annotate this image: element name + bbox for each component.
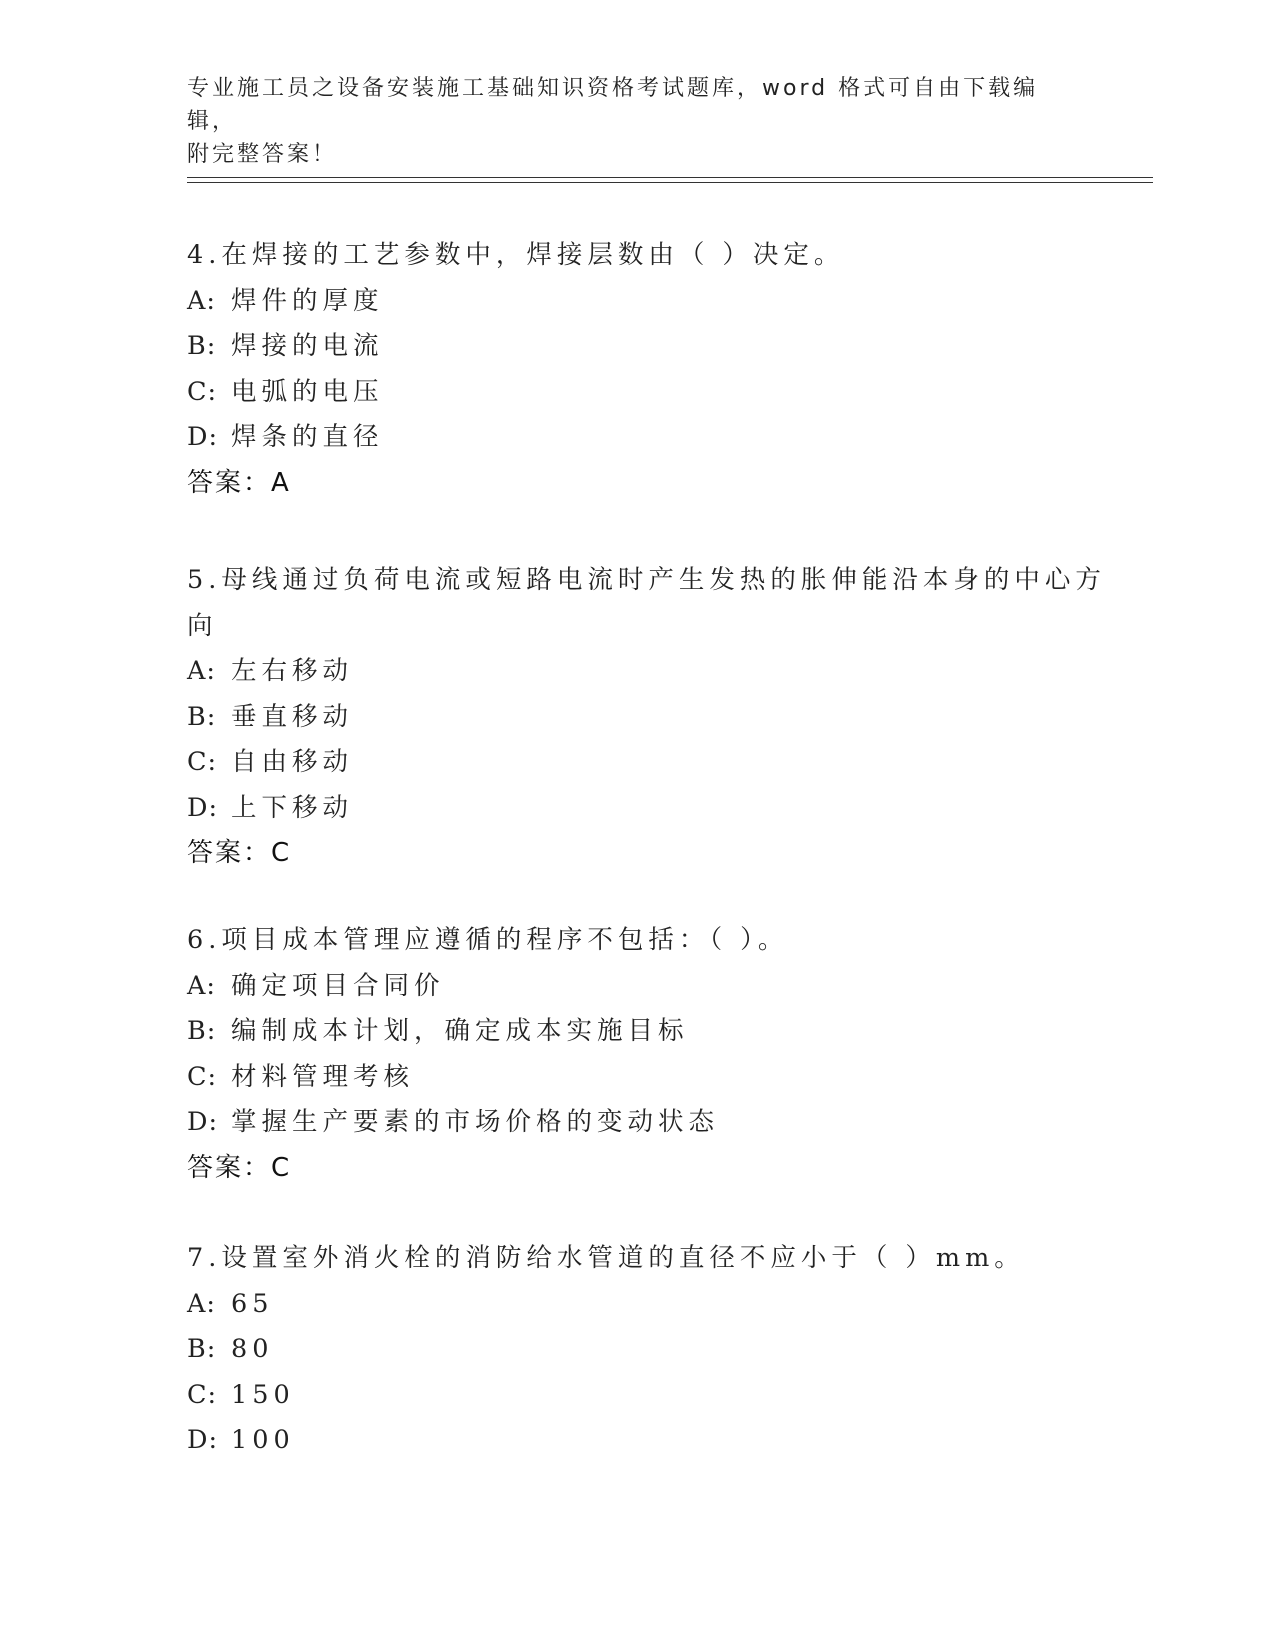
option-key: A: bbox=[187, 285, 217, 316]
option-c bbox=[187, 1055, 1087, 1101]
question-stem-line-1: 5.母线通过负荷电流或短路电流时产生发热的胀伸能沿本身的中心方 bbox=[187, 565, 1106, 595]
header-divider-top bbox=[187, 177, 1153, 178]
question-stem: 6.项目成本管理应遵循的程序不包括：（ ）。 bbox=[187, 925, 789, 955]
option-text: 左右移动 bbox=[231, 656, 354, 686]
option-key: B: bbox=[187, 701, 217, 732]
option-text: 焊接的电流 bbox=[231, 331, 384, 361]
option-b bbox=[187, 1327, 1087, 1373]
option-key: A: bbox=[187, 970, 217, 1001]
option-b bbox=[187, 695, 1087, 741]
option-key: C: bbox=[187, 376, 218, 407]
option-key: A: bbox=[187, 1288, 217, 1319]
option-a bbox=[187, 964, 1087, 1010]
option-key: D: bbox=[187, 1425, 219, 1455]
option-text: 垂直移动 bbox=[231, 701, 354, 732]
option-text: 确定项目合同价 bbox=[231, 970, 445, 1001]
option-text: 100 bbox=[231, 1425, 295, 1455]
option-b bbox=[187, 324, 1087, 370]
option-key: B: bbox=[187, 331, 217, 361]
question-stem: 4.在焊接的工艺参数中，焊接层数由（ ）决定。 bbox=[187, 240, 845, 270]
question-5 bbox=[187, 558, 1106, 877]
option-d bbox=[187, 786, 1087, 832]
option-key: C: bbox=[187, 1061, 218, 1092]
option-key: D: bbox=[187, 422, 219, 452]
header-divider-bottom bbox=[187, 182, 1153, 183]
header-line-1: 专业施工员之设备安装施工基础知识资格考试题库，word 格式可自由下载编辑， bbox=[187, 76, 1039, 134]
option-b bbox=[187, 1009, 1087, 1055]
header-line-2: 附完整答案！ bbox=[187, 142, 338, 167]
option-text: 65 bbox=[231, 1288, 274, 1319]
option-key: D: bbox=[187, 1107, 219, 1137]
option-c bbox=[187, 1373, 1087, 1419]
question-6 bbox=[187, 918, 1087, 1191]
option-text: 焊条的直径 bbox=[231, 422, 384, 452]
question-stem: 7.设置室外消火栓的消防给水管道的直径不应小于（ ）mm。 bbox=[187, 1243, 1025, 1273]
question-4 bbox=[187, 233, 1087, 506]
option-c bbox=[187, 370, 1087, 416]
option-text: 电弧的电压 bbox=[231, 376, 384, 407]
option-d bbox=[187, 1100, 1087, 1146]
option-key: D: bbox=[187, 792, 219, 823]
option-key: C: bbox=[187, 1379, 218, 1410]
option-key: A: bbox=[187, 656, 217, 686]
option-d bbox=[187, 1418, 1087, 1464]
option-key: B: bbox=[187, 1334, 217, 1364]
option-a bbox=[187, 1282, 1087, 1328]
answer-label: 答案：C bbox=[187, 1152, 292, 1183]
question-7 bbox=[187, 1236, 1087, 1464]
option-text: 80 bbox=[231, 1334, 274, 1364]
option-text: 材料管理考核 bbox=[231, 1061, 415, 1092]
document-header bbox=[187, 72, 1087, 171]
answer-label: 答案：C bbox=[187, 838, 292, 868]
answer-label: 答案：A bbox=[187, 467, 291, 498]
option-a bbox=[187, 279, 1087, 325]
option-text: 150 bbox=[231, 1379, 295, 1410]
option-a bbox=[187, 649, 1087, 695]
option-text: 上下移动 bbox=[231, 792, 354, 823]
option-d bbox=[187, 415, 1087, 461]
option-text: 掌握生产要素的市场价格的变动状态 bbox=[231, 1107, 720, 1137]
option-c bbox=[187, 740, 1087, 786]
option-key: C: bbox=[187, 747, 218, 777]
option-text: 焊件的厚度 bbox=[231, 285, 384, 316]
option-text: 自由移动 bbox=[231, 747, 354, 777]
option-text: 编制成本计划，确定成本实施目标 bbox=[231, 1016, 689, 1046]
question-stem-line-2: 向 bbox=[187, 610, 218, 641]
option-key: B: bbox=[187, 1016, 217, 1046]
